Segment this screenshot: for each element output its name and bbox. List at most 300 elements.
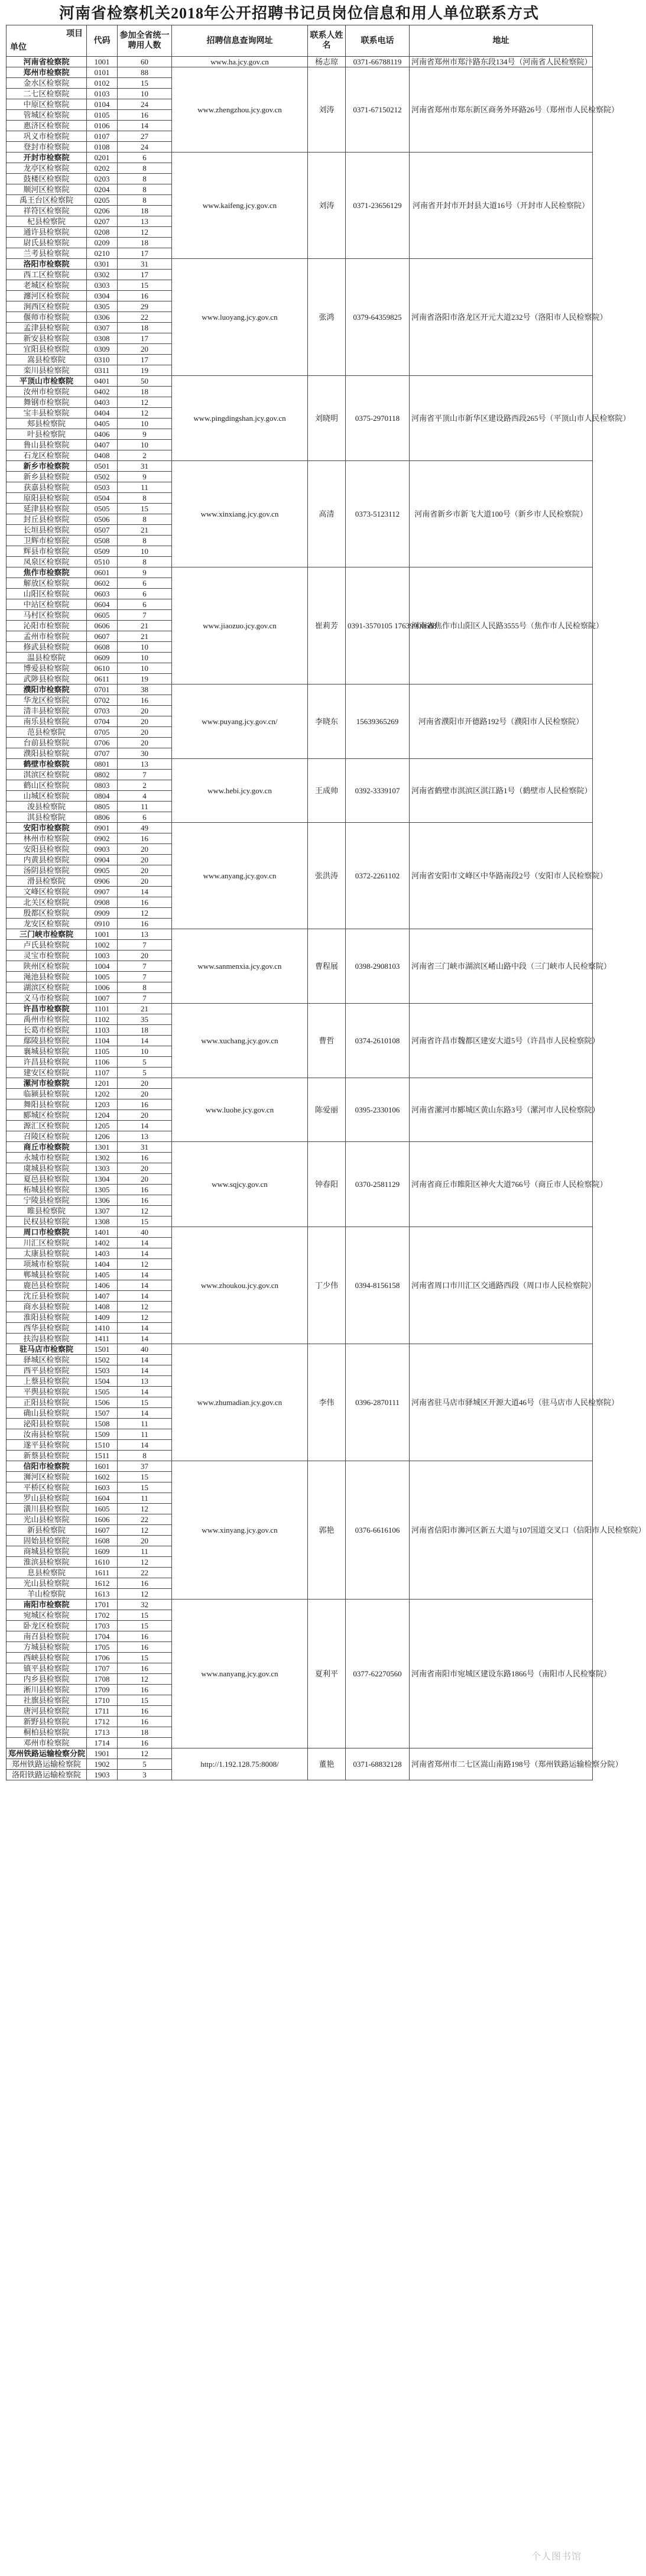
- unit-name-cell: 西工区检察院: [7, 270, 87, 280]
- hire-count-cell: 17: [118, 248, 172, 259]
- unit-code-cell: 0407: [87, 440, 118, 450]
- unit-code-cell: 1403: [87, 1248, 118, 1259]
- unit-code-cell: 0404: [87, 408, 118, 418]
- unit-code-cell: 1005: [87, 972, 118, 982]
- hire-count-cell: 7: [118, 610, 172, 621]
- unit-code-cell: 0311: [87, 365, 118, 376]
- unit-code-cell: 0909: [87, 908, 118, 919]
- unit-name-cell: 川汇区检察院: [7, 1238, 87, 1248]
- hire-count-cell: 8: [118, 1451, 172, 1461]
- unit-code-cell: 1104: [87, 1036, 118, 1046]
- unit-code-cell: 1707: [87, 1663, 118, 1674]
- table-row-city: [7, 1600, 593, 1610]
- unit-code-cell: 0606: [87, 621, 118, 631]
- unit-code-cell: 0703: [87, 706, 118, 716]
- unit-name-cell: 北关区检察院: [7, 897, 87, 908]
- unit-code-cell: 0301: [87, 259, 118, 270]
- hire-count-cell: 12: [118, 1302, 172, 1312]
- unit-code-cell: 0902: [87, 833, 118, 844]
- unit-code-cell: 0402: [87, 387, 118, 397]
- hire-count-cell: 60: [118, 57, 172, 67]
- hire-count-cell: 31: [118, 259, 172, 270]
- table-row-city: [7, 153, 593, 163]
- unit-name-cell: 睢县检察院: [7, 1206, 87, 1216]
- query-url-cell: www.luohe.jcy.gov.cn: [172, 1078, 308, 1142]
- unit-code-cell: 1503: [87, 1365, 118, 1376]
- unit-name-cell: 潢川县检察院: [7, 1504, 87, 1514]
- contact-name-cell: 刘晓明: [308, 376, 346, 461]
- hire-count-cell: 16: [118, 1153, 172, 1163]
- hire-count-cell: 31: [118, 1142, 172, 1153]
- unit-code-cell: 0104: [87, 99, 118, 110]
- address-cell: 河南省郑州市郑汴路东段134号（河南省人民检察院）: [410, 57, 593, 67]
- hire-count-cell: 6: [118, 599, 172, 610]
- unit-name-cell: 方城县检察院: [7, 1642, 87, 1653]
- unit-name-cell: 林州市检察院: [7, 833, 87, 844]
- unit-name-cell: 孟津县检察院: [7, 323, 87, 333]
- hire-count-cell: 15: [118, 1397, 172, 1408]
- hire-count-cell: 7: [118, 940, 172, 950]
- table-row-city: [7, 759, 593, 770]
- unit-code-cell: 0403: [87, 397, 118, 408]
- hire-count-cell: 2: [118, 780, 172, 791]
- unit-name-cell: 沁阳市检察院: [7, 621, 87, 631]
- unit-name-cell: 浚县检察院: [7, 802, 87, 812]
- unit-name-cell: 卢氏县检察院: [7, 940, 87, 950]
- hire-count-cell: 10: [118, 546, 172, 557]
- unit-name-cell: 淮滨县检察院: [7, 1557, 87, 1568]
- hire-count-cell: 15: [118, 1621, 172, 1631]
- unit-code-cell: 1706: [87, 1653, 118, 1663]
- unit-name-cell: 西平县检察院: [7, 1365, 87, 1376]
- hire-count-cell: 20: [118, 1536, 172, 1546]
- hire-count-cell: 21: [118, 1004, 172, 1014]
- unit-name-cell: 许昌市检察院: [7, 1004, 87, 1014]
- contact-name-cell: 王成帅: [308, 759, 346, 823]
- unit-name-cell: 遂平县检察院: [7, 1440, 87, 1451]
- hire-count-cell: 30: [118, 748, 172, 759]
- unit-code-cell: 0101: [87, 67, 118, 78]
- hire-count-cell: 16: [118, 695, 172, 706]
- hire-count-cell: 13: [118, 929, 172, 940]
- unit-header-unit: 单位: [10, 43, 27, 52]
- hire-count-cell: 15: [118, 1610, 172, 1621]
- unit-code-cell: 1404: [87, 1259, 118, 1270]
- unit-name-cell: 卫辉市检察院: [7, 536, 87, 546]
- unit-code-cell: 0305: [87, 301, 118, 312]
- unit-name-cell: 泌阳县检察院: [7, 1419, 87, 1429]
- hire-count-cell: 15: [118, 1472, 172, 1482]
- unit-name-cell: 焦作市检察院: [7, 567, 87, 578]
- contact-phone-cell: 0376-6616106: [346, 1461, 410, 1600]
- hire-count-cell: 22: [118, 1514, 172, 1525]
- unit-name-cell: 杞县检察院: [7, 216, 87, 227]
- unit-code-cell: 1508: [87, 1419, 118, 1429]
- unit-code-cell: 1305: [87, 1185, 118, 1195]
- unit-name-cell: 陕州区检察院: [7, 961, 87, 972]
- hire-count-cell: 14: [118, 1365, 172, 1376]
- contact-phone-cell: 0375-2970118: [346, 376, 410, 461]
- unit-code-cell: 1002: [87, 940, 118, 950]
- hire-count-cell: 7: [118, 993, 172, 1004]
- unit-code-cell: 1902: [87, 1759, 118, 1770]
- hire-count-cell: 6: [118, 589, 172, 599]
- hire-count-cell: 7: [118, 972, 172, 982]
- unit-code-cell: 1701: [87, 1600, 118, 1610]
- unit-code-cell: 1006: [87, 982, 118, 993]
- unit-code-cell: 0702: [87, 695, 118, 706]
- contact-phone-cell: 0377-62270560: [346, 1600, 410, 1748]
- unit-code-cell: 1107: [87, 1068, 118, 1078]
- unit-name-cell: 源汇区检察院: [7, 1121, 87, 1131]
- unit-code-cell: 1304: [87, 1174, 118, 1185]
- query-url-cell: www.sanmenxia.jcy.gov.cn: [172, 929, 308, 1004]
- hire-count-cell: 5: [118, 1057, 172, 1068]
- unit-name-cell: 卧龙区检察院: [7, 1621, 87, 1631]
- contact-phone-cell: 0396-2870111: [346, 1344, 410, 1461]
- unit-name-cell: 商水县检察院: [7, 1302, 87, 1312]
- hire-count-cell: 14: [118, 1387, 172, 1397]
- contact-phone-cell: 0371-68832128: [346, 1748, 410, 1780]
- contact-phone-cell: 0395-2330106: [346, 1078, 410, 1142]
- unit-code-cell: 1702: [87, 1610, 118, 1621]
- unit-code-cell: 0603: [87, 589, 118, 599]
- unit-code-cell: 0103: [87, 89, 118, 99]
- hire-count-cell: 32: [118, 1600, 172, 1610]
- unit-code-cell: 0108: [87, 142, 118, 153]
- contact-name-cell: 夏利平: [308, 1600, 346, 1748]
- hire-count-cell: 14: [118, 1323, 172, 1334]
- unit-name-cell: 淅川县检察院: [7, 1685, 87, 1695]
- unit-name-cell: 安阳市检察院: [7, 823, 87, 833]
- unit-name-cell: 正阳县检察院: [7, 1397, 87, 1408]
- query-url-cell: www.nanyang.jcy.gov.cn: [172, 1600, 308, 1748]
- unit-code-cell: 1605: [87, 1504, 118, 1514]
- unit-name-cell: 鹿邑县检察院: [7, 1280, 87, 1291]
- unit-code-cell: 1506: [87, 1397, 118, 1408]
- unit-name-cell: 嵩县检察院: [7, 355, 87, 365]
- unit-name-cell: 南阳市检察院: [7, 1600, 87, 1610]
- table-body: [7, 57, 646, 1780]
- hire-count-cell: 40: [118, 1344, 172, 1355]
- address-cell: 河南省焦作市山阳区人民路3555号（焦作市人民检察院）: [410, 567, 593, 684]
- unit-name-cell: 新野县检察院: [7, 1717, 87, 1727]
- table-row-city: [7, 823, 593, 833]
- hire-count-cell: 16: [118, 1663, 172, 1674]
- unit-code-cell: 0907: [87, 887, 118, 897]
- hire-count-cell: 16: [118, 1642, 172, 1653]
- unit-name-cell: 周口市检察院: [7, 1227, 87, 1238]
- query-url-cell: www.puyang.jcy.gov.cn/: [172, 684, 308, 759]
- unit-name-cell: 开封市检察院: [7, 153, 87, 163]
- hire-count-cell: 3: [118, 1770, 172, 1780]
- unit-code-cell: 0601: [87, 567, 118, 578]
- hire-count-cell: 18: [118, 1727, 172, 1738]
- hire-count-cell: 49: [118, 823, 172, 833]
- address-cell: 河南省南阳市宛城区建设东路1866号（南阳市人民检察院）: [410, 1600, 593, 1748]
- unit-name-cell: 光山县检察院: [7, 1578, 87, 1589]
- unit-code-cell: 0405: [87, 418, 118, 429]
- address-header: 地址: [410, 25, 593, 57]
- hire-count-cell: 15: [118, 1653, 172, 1663]
- unit-code-cell: 1301: [87, 1142, 118, 1153]
- unit-code-cell: 0208: [87, 227, 118, 238]
- hire-count-cell: 22: [118, 1568, 172, 1578]
- hire-count-cell: 29: [118, 301, 172, 312]
- address-cell: 河南省信阳市浉河区新五大道与107国道交叉口（信阳市人民检察院）: [410, 1461, 593, 1600]
- hire-count-cell: 10: [118, 1046, 172, 1057]
- unit-name-cell: 临颍县检察院: [7, 1089, 87, 1099]
- hire-count-cell: 14: [118, 887, 172, 897]
- contact-name-cell: 陈爱丽: [308, 1078, 346, 1142]
- unit-name-cell: 柘城县检察院: [7, 1185, 87, 1195]
- unit-name-cell: 鹤山区检察院: [7, 780, 87, 791]
- unit-code-cell: 0704: [87, 716, 118, 727]
- table-row-city: [7, 1142, 593, 1153]
- unit-name-cell: 光山县检察院: [7, 1514, 87, 1525]
- unit-code-cell: 0903: [87, 844, 118, 855]
- unit-name-cell: 河南省检察院: [7, 57, 87, 67]
- hire-count-cell: 8: [118, 536, 172, 546]
- contact-name-cell: 刘涛: [308, 153, 346, 259]
- unit-name-cell: 洛阳市检察院: [7, 259, 87, 270]
- unit-code-cell: 1407: [87, 1291, 118, 1302]
- unit-name-cell: 驿城区检察院: [7, 1355, 87, 1365]
- hire-count-cell: 12: [118, 1312, 172, 1323]
- hire-count-cell: 15: [118, 1695, 172, 1706]
- unit-name-cell: 平舆县检察院: [7, 1387, 87, 1397]
- unit-code-cell: 0202: [87, 163, 118, 174]
- hire-count-cell: 11: [118, 1546, 172, 1557]
- unit-name-cell: 瀍河区检察院: [7, 291, 87, 301]
- contact-name-cell: 崔莉芳: [308, 567, 346, 684]
- unit-code-cell: 1511: [87, 1451, 118, 1461]
- unit-code-cell: 1712: [87, 1717, 118, 1727]
- hire-count-cell: 18: [118, 387, 172, 397]
- unit-name-cell: 濮阳县检察院: [7, 748, 87, 759]
- hire-count-cell: 16: [118, 1578, 172, 1589]
- hire-count-cell: 38: [118, 684, 172, 695]
- query-url-cell: www.anyang.jcy.gov.cn: [172, 823, 308, 929]
- hire-count-cell: 16: [118, 1195, 172, 1206]
- unit-code-cell: 1102: [87, 1014, 118, 1025]
- unit-name-cell: 管城区检察院: [7, 110, 87, 121]
- hire-count-cell: 13: [118, 759, 172, 770]
- unit-name-cell: 商城县检察院: [7, 1546, 87, 1557]
- unit-code-cell: 1105: [87, 1046, 118, 1057]
- address-cell: 河南省商丘市睢阳区神火大道766号（商丘市人民检察院）: [410, 1142, 593, 1227]
- unit-name-cell: 虞城县检察院: [7, 1163, 87, 1174]
- unit-code-cell: 1704: [87, 1631, 118, 1642]
- hire-count-cell: 8: [118, 493, 172, 504]
- unit-name-cell: 平桥区检察院: [7, 1482, 87, 1493]
- contact-phone-cell: 0372-2261102: [346, 823, 410, 929]
- hire-count-cell: 12: [118, 1748, 172, 1759]
- phone-header: 联系电话: [346, 25, 410, 57]
- unit-code-cell: 1610: [87, 1557, 118, 1568]
- hire-count-cell: 16: [118, 110, 172, 121]
- contact-phone-cell: 0398-2908103: [346, 929, 410, 1004]
- unit-code-cell: 1714: [87, 1738, 118, 1748]
- unit-name-cell: 获嘉县检察院: [7, 482, 87, 493]
- hire-count-cell: 10: [118, 642, 172, 653]
- unit-name-cell: 湖滨区检察院: [7, 982, 87, 993]
- unit-code-cell: 1303: [87, 1163, 118, 1174]
- unit-code-cell: 0206: [87, 206, 118, 216]
- hire-count-cell: 16: [118, 291, 172, 301]
- table-row-city: [7, 1004, 593, 1014]
- address-cell: 河南省周口市川汇区交通路西段（周口市人民检察院）: [410, 1227, 593, 1344]
- contact-name-cell: 曹哲: [308, 1004, 346, 1078]
- unit-name-cell: 滑县检察院: [7, 876, 87, 887]
- unit-code-cell: 1504: [87, 1376, 118, 1387]
- unit-name-cell: 石龙区检察院: [7, 450, 87, 461]
- table-row-city: [7, 461, 593, 472]
- hire-count-cell: 24: [118, 142, 172, 153]
- unit-name-cell: 新蔡县检察院: [7, 1451, 87, 1461]
- unit-code-cell: 0610: [87, 663, 118, 674]
- hire-count-cell: 8: [118, 184, 172, 195]
- unit-name-cell: 襄城县检察院: [7, 1046, 87, 1057]
- hire-count-cell: 14: [118, 1036, 172, 1046]
- unit-name-cell: 项城市检察院: [7, 1259, 87, 1270]
- hire-count-cell: 12: [118, 1589, 172, 1600]
- hire-count-cell: 6: [118, 812, 172, 823]
- unit-name-cell: 淇滨区检察院: [7, 770, 87, 780]
- unit-code-cell: 1611: [87, 1568, 118, 1578]
- contact-name-cell: 张鸿: [308, 259, 346, 376]
- unit-code-cell: 1708: [87, 1674, 118, 1685]
- hire-count-cell: 14: [118, 1248, 172, 1259]
- query-url-cell: www.jiaozuo.jcy.gov.cn: [172, 567, 308, 684]
- hire-count-cell: 10: [118, 663, 172, 674]
- hire-count-cell: 22: [118, 312, 172, 323]
- hire-count-cell: 16: [118, 1738, 172, 1748]
- unit-code-cell: 0609: [87, 653, 118, 663]
- unit-name-cell: 太康县检察院: [7, 1248, 87, 1259]
- hire-count-cell: 14: [118, 1408, 172, 1419]
- unit-code-cell: 1510: [87, 1440, 118, 1451]
- unit-code-cell: 0204: [87, 184, 118, 195]
- hire-count-cell: 12: [118, 1259, 172, 1270]
- hire-count-cell: 88: [118, 67, 172, 78]
- unit-code-cell: 1606: [87, 1514, 118, 1525]
- hire-count-cell: 20: [118, 1174, 172, 1185]
- unit-code-cell: 1206: [87, 1131, 118, 1142]
- unit-code-cell: 0509: [87, 546, 118, 557]
- unit-name-cell: 汤阴县检察院: [7, 865, 87, 876]
- unit-code-cell: 0901: [87, 823, 118, 833]
- query-url-cell: www.zhoukou.jcy.gov.cn: [172, 1227, 308, 1344]
- hire-count-cell: 18: [118, 1025, 172, 1036]
- contact-phone-cell: 0371-67150212: [346, 67, 410, 153]
- unit-code-cell: 0302: [87, 270, 118, 280]
- unit-code-cell: 0210: [87, 248, 118, 259]
- hire-count-cell: 15: [118, 1482, 172, 1493]
- unit-name-cell: 原阳县检察院: [7, 493, 87, 504]
- hire-count-cell: 50: [118, 376, 172, 387]
- unit-code-cell: 1602: [87, 1472, 118, 1482]
- hire-count-cell: 21: [118, 525, 172, 536]
- hire-count-cell: 31: [118, 461, 172, 472]
- hire-count-cell: 12: [118, 1504, 172, 1514]
- hire-count-cell: 20: [118, 716, 172, 727]
- unit-code-cell: 1609: [87, 1546, 118, 1557]
- unit-header-item: 项目: [66, 30, 83, 38]
- address-cell: 河南省鹤壁市淇滨区淇江路1号（鹤壁市人民检察院）: [410, 759, 593, 823]
- unit-code-cell: 1204: [87, 1110, 118, 1121]
- query-url-cell: www.sqjcy.gov.cn: [172, 1142, 308, 1227]
- unit-name-cell: 舞阳县检察院: [7, 1099, 87, 1110]
- address-cell: 河南省洛阳市洛龙区开元大道232号（洛阳市人民检察院）: [410, 259, 593, 376]
- unit-name-cell: 新安县检察院: [7, 333, 87, 344]
- unit-name-cell: 郾城区检察院: [7, 1110, 87, 1121]
- unit-name-cell: 登封市检察院: [7, 142, 87, 153]
- unit-name-cell: 内黄县检察院: [7, 855, 87, 865]
- contact-phone-cell: 0370-2581129: [346, 1142, 410, 1227]
- unit-code-cell: 1007: [87, 993, 118, 1004]
- unit-name-cell: 鲁山县检察院: [7, 440, 87, 450]
- unit-name-cell: 辉县市检察院: [7, 546, 87, 557]
- table-row-city: [7, 929, 593, 940]
- unit-code-cell: 1308: [87, 1216, 118, 1227]
- unit-code-cell: 1710: [87, 1695, 118, 1706]
- unit-name-cell: 博爱县检察院: [7, 663, 87, 674]
- unit-name-cell: 内乡县检察院: [7, 1674, 87, 1685]
- hire-count-cell: 14: [118, 1291, 172, 1302]
- unit-name-cell: 汝州市检察院: [7, 387, 87, 397]
- unit-name-cell: 义马市检察院: [7, 993, 87, 1004]
- unit-name-cell: 建安区检察院: [7, 1068, 87, 1078]
- contact-name-cell: 张洪涛: [308, 823, 346, 929]
- contact-phone-cell: 0379-64359825: [346, 259, 410, 376]
- unit-name-cell: 中站区检察院: [7, 599, 87, 610]
- unit-code-cell: 0608: [87, 642, 118, 653]
- hire-count-cell: 8: [118, 163, 172, 174]
- unit-header: [7, 25, 87, 57]
- unit-name-cell: 鼓楼区检察院: [7, 174, 87, 184]
- hire-count-cell: 18: [118, 323, 172, 333]
- contact-phone-cell: 15639365269: [346, 684, 410, 759]
- unit-code-cell: 1201: [87, 1078, 118, 1089]
- hire-count-cell: 10: [118, 440, 172, 450]
- table-row-city: [7, 684, 593, 695]
- unit-code-cell: 0308: [87, 333, 118, 344]
- unit-name-cell: 平顶山市检察院: [7, 376, 87, 387]
- table-row-city: [7, 1461, 593, 1472]
- query-url-cell: www.kaifeng.jcy.gov.cn: [172, 153, 308, 259]
- unit-name-cell: 羊山检察院: [7, 1589, 87, 1600]
- hire-count-cell: 16: [118, 1185, 172, 1195]
- hire-count-cell: 12: [118, 1557, 172, 1568]
- contact-name-cell: 刘涛: [308, 67, 346, 153]
- hire-count-cell: 16: [118, 833, 172, 844]
- unit-code-cell: 1612: [87, 1578, 118, 1589]
- unit-code-cell: 1004: [87, 961, 118, 972]
- unit-name-cell: 社旗县检察院: [7, 1695, 87, 1706]
- hire-count-cell: 17: [118, 270, 172, 280]
- unit-name-cell: 殷都区检察院: [7, 908, 87, 919]
- hire-count-cell: 20: [118, 344, 172, 355]
- unit-code-cell: 1202: [87, 1089, 118, 1099]
- unit-code-cell: 0508: [87, 536, 118, 546]
- hire-count-cell: 12: [118, 1674, 172, 1685]
- table-row-city: [7, 376, 593, 387]
- unit-code-cell: 1205: [87, 1121, 118, 1131]
- address-cell: 河南省驻马店市驿城区开源大道46号（驻马店市人民检察院）: [410, 1344, 593, 1461]
- unit-code-cell: 1502: [87, 1355, 118, 1365]
- address-cell: 河南省漯河市郾城区黄山东路3号（漯河市人民检察院）: [410, 1078, 593, 1142]
